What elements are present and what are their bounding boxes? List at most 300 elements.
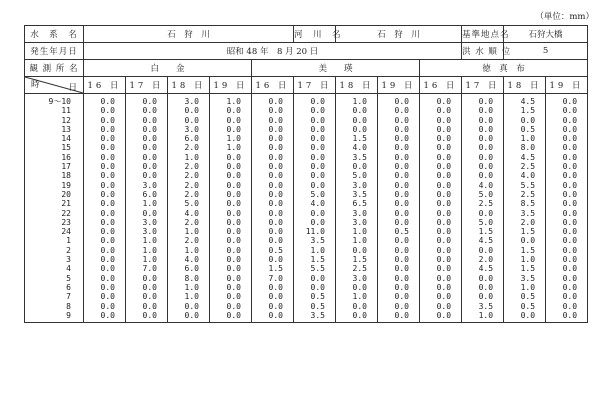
rainfall-cell: 0.0 bbox=[420, 181, 462, 190]
rainfall-cell: 0.0 bbox=[210, 171, 252, 180]
rainfall-cell: 0.0 bbox=[420, 227, 462, 236]
suikei-value: 石 狩 川 bbox=[84, 26, 294, 43]
table-row bbox=[25, 162, 588, 171]
hour-cell: 16 bbox=[25, 153, 84, 162]
rainfall-cell: 4.5 bbox=[504, 94, 546, 107]
kijun-label: 基準地点名 bbox=[462, 26, 504, 43]
rainfall-cell: 0.0 bbox=[252, 302, 294, 311]
rainfall-cell: 0.0 bbox=[462, 94, 504, 107]
table-row bbox=[25, 227, 588, 236]
corner-hour-label: 時 bbox=[31, 80, 40, 90]
rainfall-cell: 3.0 bbox=[168, 125, 210, 134]
rainfall-cell: 4.5 bbox=[504, 153, 546, 162]
rainfall-cell: 0.0 bbox=[210, 181, 252, 190]
rainfall-cell: 0.0 bbox=[462, 153, 504, 162]
rainfall-cell: 0.0 bbox=[252, 236, 294, 245]
rainfall-cell: 0.0 bbox=[546, 116, 588, 125]
rainfall-cell: 0.0 bbox=[84, 236, 126, 245]
rainfall-cell: 1.0 bbox=[168, 153, 210, 162]
rainfall-cell: 0.0 bbox=[210, 283, 252, 292]
rainfall-cell: 0.5 bbox=[504, 302, 546, 311]
rainfall-cell: 2.0 bbox=[168, 236, 210, 245]
rainfall-cell: 0.0 bbox=[504, 311, 546, 323]
rainfall-cell: 0.0 bbox=[126, 125, 168, 134]
hour-cell: 18 bbox=[25, 171, 84, 180]
rainfall-cell: 5.0 bbox=[336, 171, 378, 180]
rainfall-cell: 0.0 bbox=[546, 171, 588, 180]
rainfall-cell: 0.0 bbox=[378, 246, 420, 255]
rainfall-cell: 0.0 bbox=[126, 116, 168, 125]
rainfall-cell: 6.0 bbox=[126, 190, 168, 199]
rainfall-cell: 0.0 bbox=[546, 246, 588, 255]
rainfall-cell: 0.0 bbox=[126, 106, 168, 115]
hour-cell: 6 bbox=[25, 283, 84, 292]
rainfall-cell: 0.0 bbox=[84, 134, 126, 143]
day-header: 18 日 bbox=[336, 77, 378, 94]
rainfall-cell: 2.0 bbox=[168, 190, 210, 199]
rainfall-cell: 2.0 bbox=[168, 162, 210, 171]
table-row bbox=[25, 181, 588, 190]
day-header: 17 日 bbox=[294, 77, 336, 94]
rainfall-cell: 2.0 bbox=[504, 218, 546, 227]
rainfall-cell: 6.0 bbox=[168, 264, 210, 273]
rainfall-cell: 1.5 bbox=[504, 106, 546, 115]
rainfall-cell: 0.0 bbox=[126, 171, 168, 180]
day-header: 19 日 bbox=[210, 77, 252, 94]
rainfall-cell: 0.0 bbox=[294, 162, 336, 171]
table-row bbox=[25, 302, 588, 311]
rainfall-cell: 0.0 bbox=[546, 218, 588, 227]
rainfall-cell: 0.0 bbox=[84, 199, 126, 208]
rainfall-cell: 0.0 bbox=[420, 94, 462, 107]
rainfall-cell: 1.0 bbox=[210, 143, 252, 152]
rainfall-cell: 0.0 bbox=[210, 255, 252, 264]
rainfall-cell: 1.5 bbox=[504, 264, 546, 273]
rainfall-cell: 0.0 bbox=[252, 227, 294, 236]
rainfall-cell: 0.0 bbox=[84, 153, 126, 162]
rainfall-cell: 0.0 bbox=[378, 209, 420, 218]
hour-cell: 13 bbox=[25, 125, 84, 134]
rainfall-cell: 0.0 bbox=[210, 153, 252, 162]
rainfall-cell: 0.0 bbox=[378, 116, 420, 125]
rainfall-cell: 0.0 bbox=[84, 125, 126, 134]
header-row-3 bbox=[25, 60, 588, 77]
rainfall-cell: 0.0 bbox=[546, 292, 588, 301]
rainfall-cell: 0.0 bbox=[336, 116, 378, 125]
order-label: 洪 水 順 位 bbox=[462, 43, 504, 60]
table-row bbox=[25, 311, 588, 323]
rainfall-cell: 0.0 bbox=[420, 162, 462, 171]
kasen-label: 河 川 名 bbox=[294, 26, 336, 43]
rainfall-cell: 1.0 bbox=[168, 283, 210, 292]
table-row bbox=[25, 143, 588, 152]
rainfall-cell: 0.0 bbox=[294, 116, 336, 125]
rainfall-cell: 0.0 bbox=[84, 292, 126, 301]
rainfall-cell: 0.0 bbox=[126, 283, 168, 292]
hour-cell: 22 bbox=[25, 209, 84, 218]
rainfall-cell: 0.0 bbox=[210, 162, 252, 171]
rainfall-cell: 0.0 bbox=[546, 209, 588, 218]
day-header: 16 日 bbox=[420, 77, 462, 94]
rainfall-cell: 0.0 bbox=[546, 302, 588, 311]
rainfall-cell: 0.0 bbox=[84, 311, 126, 323]
rainfall-cell: 0.0 bbox=[546, 199, 588, 208]
rainfall-cell: 8.5 bbox=[504, 199, 546, 208]
rainfall-cell: 0.0 bbox=[420, 199, 462, 208]
hour-cell: 19 bbox=[25, 181, 84, 190]
hour-cell: 15 bbox=[25, 143, 84, 152]
rainfall-cell: 0.0 bbox=[210, 311, 252, 323]
rainfall-cell: 0.0 bbox=[210, 274, 252, 283]
rainfall-cell: 0.0 bbox=[462, 283, 504, 292]
rainfall-cell: 0.0 bbox=[462, 246, 504, 255]
table-row bbox=[25, 292, 588, 301]
rainfall-cell: 2.0 bbox=[168, 218, 210, 227]
rainfall-cell: 0.0 bbox=[126, 162, 168, 171]
date-label: 発生年月日 bbox=[25, 43, 84, 60]
kijun-value: 石狩大橋 bbox=[504, 26, 588, 43]
rainfall-cell: 4.0 bbox=[294, 199, 336, 208]
rainfall-cell: 2.0 bbox=[168, 181, 210, 190]
hour-cell: 11 bbox=[25, 106, 84, 115]
rainfall-cell: 0.0 bbox=[462, 162, 504, 171]
rainfall-cell: 7.0 bbox=[252, 274, 294, 283]
rainfall-cell: 0.0 bbox=[462, 125, 504, 134]
rainfall-cell: 0.0 bbox=[420, 125, 462, 134]
rainfall-cell: 5.0 bbox=[168, 199, 210, 208]
rainfall-cell: 1.0 bbox=[168, 246, 210, 255]
hour-cell: 4 bbox=[25, 264, 84, 273]
rainfall-cell: 0.0 bbox=[420, 153, 462, 162]
table-row bbox=[25, 171, 588, 180]
rainfall-cell: 0.0 bbox=[420, 143, 462, 152]
rainfall-cell: 1.0 bbox=[294, 246, 336, 255]
rainfall-cell: 8.0 bbox=[168, 274, 210, 283]
hour-cell: 9〜10 bbox=[25, 94, 84, 107]
rainfall-cell: 0.0 bbox=[546, 153, 588, 162]
rainfall-cell: 5.5 bbox=[294, 264, 336, 273]
rainfall-cell: 0.0 bbox=[84, 171, 126, 180]
rainfall-cell: 0.0 bbox=[378, 171, 420, 180]
rainfall-cell: 3.0 bbox=[336, 218, 378, 227]
rainfall-cell: 0.0 bbox=[84, 181, 126, 190]
rainfall-cell: 4.0 bbox=[504, 171, 546, 180]
rainfall-cell: 1.0 bbox=[336, 94, 378, 107]
rainfall-cell: 1.0 bbox=[126, 246, 168, 255]
rainfall-cell: 1.0 bbox=[336, 292, 378, 301]
rainfall-cell: 0.0 bbox=[168, 311, 210, 323]
day-header: 17 日 bbox=[462, 77, 504, 94]
hour-cell: 23 bbox=[25, 218, 84, 227]
rainfall-cell: 0.5 bbox=[504, 292, 546, 301]
station-shirogane: 白 金 bbox=[84, 60, 252, 77]
rainfall-cell: 0.0 bbox=[462, 292, 504, 301]
rainfall-cell: 0.0 bbox=[378, 236, 420, 245]
day-header: 17 日 bbox=[126, 77, 168, 94]
rainfall-cell: 0.0 bbox=[294, 181, 336, 190]
rainfall-cell: 1.0 bbox=[168, 292, 210, 301]
rainfall-cell: 0.0 bbox=[378, 283, 420, 292]
rainfall-cell: 0.0 bbox=[378, 311, 420, 323]
rainfall-cell: 0.0 bbox=[462, 143, 504, 152]
rainfall-cell: 6.0 bbox=[168, 134, 210, 143]
rainfall-cell: 0.0 bbox=[420, 292, 462, 301]
rainfall-cell: 0.0 bbox=[126, 94, 168, 107]
rainfall-cell: 0.0 bbox=[378, 199, 420, 208]
rainfall-cell: 0.0 bbox=[294, 209, 336, 218]
rainfall-cell: 0.5 bbox=[252, 246, 294, 255]
rainfall-cell: 3.5 bbox=[336, 153, 378, 162]
rainfall-cell: 1.0 bbox=[504, 283, 546, 292]
rainfall-cell: 0.0 bbox=[210, 292, 252, 301]
hour-cell: 12 bbox=[25, 116, 84, 125]
rainfall-cell: 0.0 bbox=[546, 106, 588, 115]
rainfall-cell: 0.0 bbox=[420, 209, 462, 218]
rainfall-cell: 0.0 bbox=[126, 209, 168, 218]
rainfall-cell: 5.5 bbox=[504, 181, 546, 190]
hour-cell: 1 bbox=[25, 236, 84, 245]
rainfall-cell: 0.0 bbox=[420, 134, 462, 143]
rainfall-cell: 0.0 bbox=[252, 199, 294, 208]
header-row-1 bbox=[25, 26, 588, 43]
rainfall-cell: 0.0 bbox=[420, 116, 462, 125]
rainfall-cell: 2.5 bbox=[336, 264, 378, 273]
hour-cell: 20 bbox=[25, 190, 84, 199]
rainfall-cell: 0.0 bbox=[126, 153, 168, 162]
rainfall-cell: 3.0 bbox=[168, 94, 210, 107]
rainfall-cell: 0.0 bbox=[294, 283, 336, 292]
rainfall-cell: 0.0 bbox=[126, 134, 168, 143]
station-label: 観 測 所 名 bbox=[25, 60, 84, 77]
table-row bbox=[25, 199, 588, 208]
rainfall-cell: 0.0 bbox=[420, 190, 462, 199]
rainfall-cell: 0.0 bbox=[462, 209, 504, 218]
rainfall-cell: 0.0 bbox=[336, 311, 378, 323]
rainfall-cell: 0.0 bbox=[420, 171, 462, 180]
rainfall-cell: 3.5 bbox=[504, 209, 546, 218]
rainfall-cell: 0.0 bbox=[420, 236, 462, 245]
rainfall-cell: 0.5 bbox=[378, 227, 420, 236]
rainfall-cell: 1.0 bbox=[336, 236, 378, 245]
rainfall-cell: 0.0 bbox=[210, 125, 252, 134]
rainfall-table bbox=[24, 25, 588, 323]
rainfall-cell: 0.0 bbox=[126, 292, 168, 301]
rainfall-cell: 0.0 bbox=[378, 255, 420, 264]
day-header: 19 日 bbox=[546, 77, 588, 94]
rainfall-cell: 2.5 bbox=[504, 190, 546, 199]
rainfall-cell: 1.5 bbox=[294, 255, 336, 264]
table-row bbox=[25, 209, 588, 218]
rainfall-cell: 0.0 bbox=[84, 162, 126, 171]
rainfall-cell: 0.0 bbox=[420, 274, 462, 283]
rainfall-cell: 0.0 bbox=[210, 116, 252, 125]
rainfall-cell: 4.0 bbox=[168, 255, 210, 264]
rainfall-cell: 1.5 bbox=[504, 246, 546, 255]
rainfall-cell: 3.0 bbox=[126, 218, 168, 227]
rainfall-cell: 0.0 bbox=[84, 255, 126, 264]
rainfall-cell: 0.0 bbox=[378, 162, 420, 171]
rainfall-cell: 0.0 bbox=[252, 255, 294, 264]
rainfall-cell: 0.0 bbox=[168, 106, 210, 115]
rainfall-cell: 0.0 bbox=[378, 153, 420, 162]
rainfall-cell: 0.0 bbox=[546, 134, 588, 143]
rainfall-cell: 0.0 bbox=[210, 199, 252, 208]
hour-cell: 14 bbox=[25, 134, 84, 143]
rainfall-cell: 5.0 bbox=[294, 190, 336, 199]
rainfall-cell: 11.0 bbox=[294, 227, 336, 236]
rainfall-cell: 0.0 bbox=[210, 227, 252, 236]
rainfall-cell: 5.0 bbox=[462, 218, 504, 227]
rainfall-cell: 2.0 bbox=[168, 171, 210, 180]
rainfall-cell: 0.0 bbox=[420, 255, 462, 264]
rainfall-cell: 0.0 bbox=[546, 311, 588, 323]
rainfall-cell: 0.0 bbox=[252, 311, 294, 323]
rainfall-cell: 0.0 bbox=[378, 125, 420, 134]
rainfall-cell: 2.0 bbox=[462, 255, 504, 264]
rainfall-cell: 0.0 bbox=[294, 153, 336, 162]
rainfall-cell: 0.0 bbox=[84, 190, 126, 199]
rainfall-cell: 0.0 bbox=[378, 181, 420, 190]
kasen-value: 石 狩 川 bbox=[336, 26, 462, 43]
rainfall-cell: 0.0 bbox=[546, 190, 588, 199]
rainfall-cell: 8.0 bbox=[504, 143, 546, 152]
rainfall-cell: 0.0 bbox=[420, 302, 462, 311]
rainfall-cell: 1.0 bbox=[168, 227, 210, 236]
rainfall-cell: 0.0 bbox=[420, 264, 462, 273]
rainfall-cell: 0.0 bbox=[546, 227, 588, 236]
rainfall-cell: 0.0 bbox=[84, 302, 126, 311]
rainfall-cell: 0.0 bbox=[462, 134, 504, 143]
table-row bbox=[25, 246, 588, 255]
rainfall-cell: 0.0 bbox=[126, 311, 168, 323]
table-row bbox=[25, 236, 588, 245]
date-value: 昭和 48 年 8 月 20 日 bbox=[84, 43, 462, 60]
rainfall-cell: 1.0 bbox=[210, 94, 252, 107]
rainfall-cell: 2.0 bbox=[168, 143, 210, 152]
rainfall-cell: 0.0 bbox=[168, 116, 210, 125]
rainfall-cell: 0.0 bbox=[210, 190, 252, 199]
rainfall-cell: 0.0 bbox=[126, 274, 168, 283]
rainfall-cell: 4.0 bbox=[336, 143, 378, 152]
rainfall-cell: 0.0 bbox=[420, 106, 462, 115]
rainfall-cell: 0.0 bbox=[546, 283, 588, 292]
rainfall-cell: 0.0 bbox=[462, 171, 504, 180]
hour-cell: 5 bbox=[25, 274, 84, 283]
rainfall-cell: 0.0 bbox=[378, 274, 420, 283]
rainfall-cell: 0.0 bbox=[252, 153, 294, 162]
rainfall-cell: 3.0 bbox=[336, 274, 378, 283]
rainfall-cell: 5.0 bbox=[462, 190, 504, 199]
rainfall-cell: 0.0 bbox=[252, 292, 294, 301]
rainfall-cell: 0.0 bbox=[336, 283, 378, 292]
rainfall-cell: 0.0 bbox=[252, 162, 294, 171]
rainfall-cell: 0.0 bbox=[546, 125, 588, 134]
hour-cell: 8 bbox=[25, 302, 84, 311]
rainfall-cell: 0.0 bbox=[378, 134, 420, 143]
rainfall-cell: 0.0 bbox=[168, 302, 210, 311]
rainfall-cell: 0.0 bbox=[336, 302, 378, 311]
rainfall-cell: 0.0 bbox=[84, 246, 126, 255]
rainfall-cell: 0.0 bbox=[546, 264, 588, 273]
rainfall-cell: 0.0 bbox=[126, 302, 168, 311]
rainfall-cell: 0.0 bbox=[504, 236, 546, 245]
table-row bbox=[25, 190, 588, 199]
rainfall-cell: 0.0 bbox=[546, 143, 588, 152]
rainfall-cell: 0.0 bbox=[210, 209, 252, 218]
rainfall-cell: 0.0 bbox=[378, 106, 420, 115]
table-row bbox=[25, 153, 588, 162]
hour-cell: 7 bbox=[25, 292, 84, 301]
table-row bbox=[25, 106, 588, 115]
rainfall-cell: 0.0 bbox=[252, 181, 294, 190]
rainfall-cell: 3.5 bbox=[504, 274, 546, 283]
rainfall-cell: 0.0 bbox=[294, 94, 336, 107]
rainfall-cell: 0.0 bbox=[84, 274, 126, 283]
rainfall-cell: 1.0 bbox=[126, 199, 168, 208]
rainfall-cell: 1.0 bbox=[462, 311, 504, 323]
rainfall-cell: 2.5 bbox=[504, 162, 546, 171]
rainfall-cell: 1.5 bbox=[336, 255, 378, 264]
rainfall-cell: 1.5 bbox=[462, 227, 504, 236]
corner-cell bbox=[25, 77, 84, 94]
rainfall-cell: 1.0 bbox=[336, 227, 378, 236]
rainfall-cell: 0.0 bbox=[462, 274, 504, 283]
table-row bbox=[25, 218, 588, 227]
rainfall-cell: 3.0 bbox=[336, 181, 378, 190]
rainfall-cell: 3.0 bbox=[126, 227, 168, 236]
rainfall-cell: 3.5 bbox=[462, 302, 504, 311]
station-biei: 美 瑛 bbox=[252, 60, 420, 77]
rainfall-cell: 0.0 bbox=[84, 264, 126, 273]
rainfall-cell: 0.0 bbox=[252, 125, 294, 134]
table-row bbox=[25, 274, 588, 283]
rainfall-cell: 0.0 bbox=[84, 143, 126, 152]
hour-cell: 3 bbox=[25, 255, 84, 264]
rainfall-cell: 3.5 bbox=[294, 236, 336, 245]
rainfall-cell: 0.0 bbox=[252, 283, 294, 292]
rainfall-cell: 0.0 bbox=[210, 246, 252, 255]
rainfall-cell: 0.0 bbox=[336, 162, 378, 171]
rainfall-cell: 0.0 bbox=[252, 209, 294, 218]
day-header-row bbox=[25, 77, 588, 94]
rainfall-cell: 0.0 bbox=[210, 264, 252, 273]
day-header: 16 日 bbox=[252, 77, 294, 94]
rainfall-cell: 0.0 bbox=[546, 162, 588, 171]
rainfall-cell: 4.5 bbox=[462, 264, 504, 273]
rainfall-cell: 0.0 bbox=[210, 236, 252, 245]
hour-cell: 24 bbox=[25, 227, 84, 236]
rainfall-cell: 0.0 bbox=[252, 171, 294, 180]
rainfall-cell: 1.5 bbox=[252, 264, 294, 273]
rainfall-cell: 0.0 bbox=[546, 94, 588, 107]
table-row bbox=[25, 134, 588, 143]
header-row-2 bbox=[25, 43, 588, 60]
rainfall-cell: 0.0 bbox=[84, 209, 126, 218]
corner-day-label: 日 bbox=[68, 83, 77, 93]
rainfall-cell: 1.5 bbox=[336, 134, 378, 143]
rainfall-cell: 4.0 bbox=[462, 181, 504, 190]
rainfall-cell: 0.0 bbox=[84, 227, 126, 236]
rainfall-cell: 0.0 bbox=[546, 255, 588, 264]
rainfall-cell: 0.0 bbox=[294, 106, 336, 115]
rainfall-cell: 0.0 bbox=[252, 116, 294, 125]
rainfall-cell: 0.0 bbox=[546, 236, 588, 245]
rainfall-cell: 3.5 bbox=[294, 311, 336, 323]
rainfall-cell: 1.0 bbox=[126, 236, 168, 245]
rainfall-cell: 0.0 bbox=[378, 218, 420, 227]
rainfall-cell: 4.0 bbox=[168, 209, 210, 218]
rainfall-cell: 0.5 bbox=[294, 302, 336, 311]
